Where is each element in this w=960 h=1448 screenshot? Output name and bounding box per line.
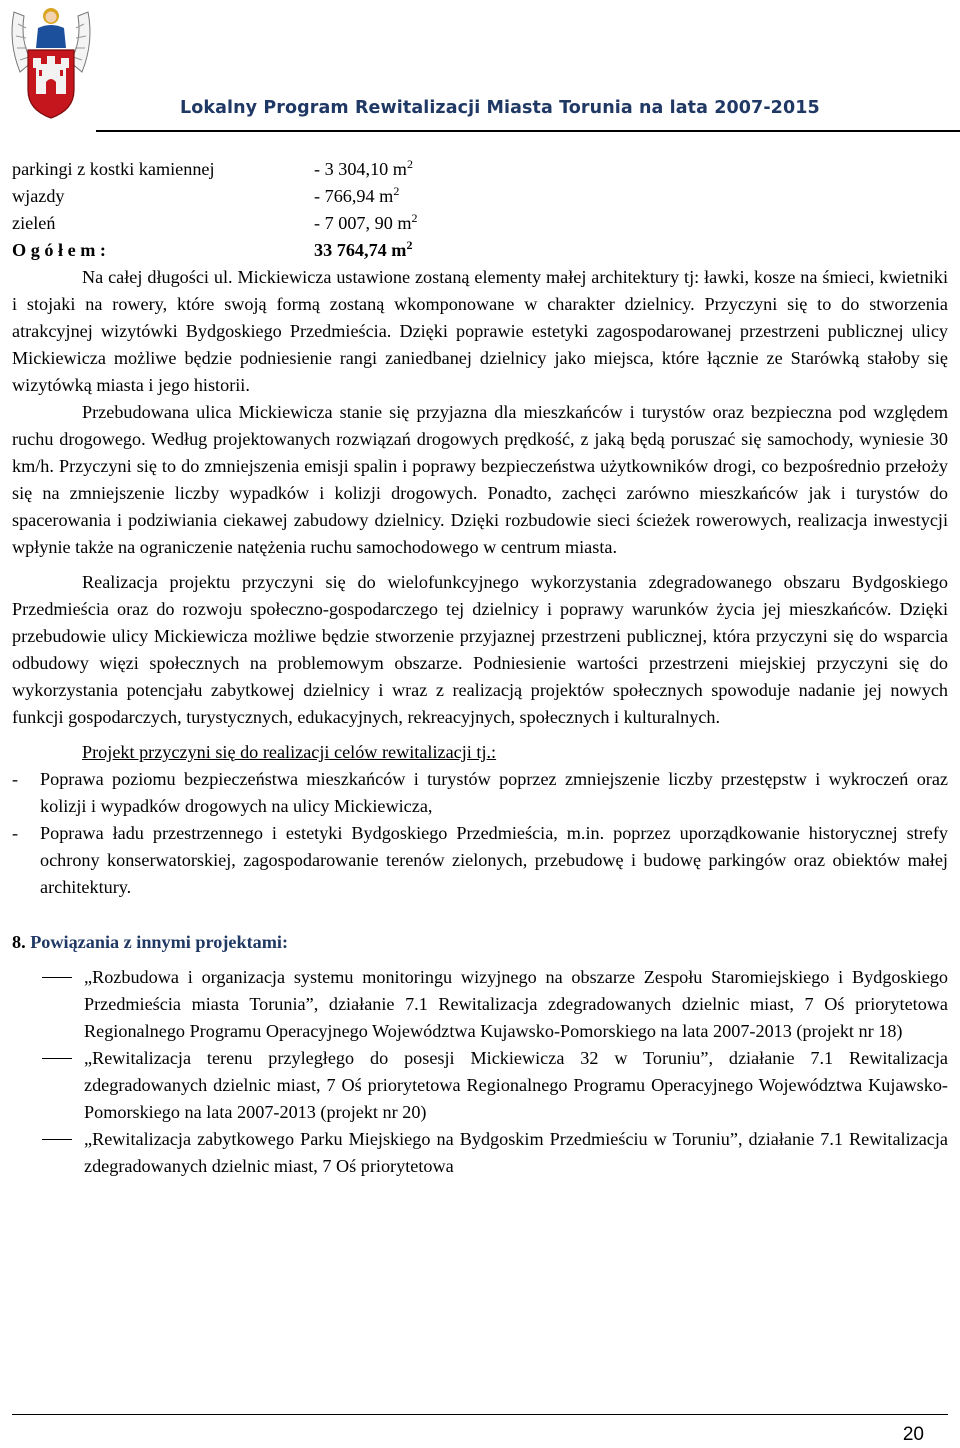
related-project-text: „Rozbudowa i organizacja systemu monitoringu wizyjnego na obszarze Zespołu Staromiejskiego i Bydgoskiego Przedmieścia miasta Torunia”, działanie 7.1 Rewitalizacja zdegradowanych dzielnic miast, 7 Oś priorytetowa Regionalnego Programu Operacyjnego Województwa Kujawsko-Pomorskiego na lata 2007-2013 (projekt nr 18)	[84, 967, 948, 1041]
area-value: - 7 007, 90 $m^2$	[314, 211, 418, 233]
paragraph: Na całej długości ul. Mickiewicza ustawione zostaną elementy małej architektury tj: ławki, kosze na śmieci, kwietniki i stojaki na rowery, które swoją formą zostaną wkomponowane w charakter dzielnicy. Przyczyni się to do stworzenia atrakcyjnej wizytówki Bydgoskiego Przedmieścia. Dzięki poprawie estetyki zagospodarowanej przestrzeni publicznej ulicy Mickiewicza możliwe będzie podniesienie rangi zaniedbanej dzielnicy jako miejsca, które łącznie ze Starówką stałoby się wizytówką miasta i jego historii.	[12, 267, 948, 395]
goal-text: Poprawa poziomu bezpieczeństwa mieszkańców i turystów poprzez zmniejszenie liczby przestępstw i wykroczeń oraz kolizji i wypadków drogowych na ulicy Mickiewicza,	[40, 769, 948, 816]
dash-bullet-icon	[12, 1045, 84, 1126]
goal-item	[12, 766, 948, 820]
dash-bullet-icon	[12, 964, 84, 1045]
related-project-text: „Rewitalizacja zabytkowego Parku Miejskiego na Bydgoskim Przedmieściu w Toruniu”, działanie 7.1 Rewitalizacja zdegradowanych dzielnic miast, 7 Oś priorytetowa	[84, 1129, 948, 1176]
related-project-text: „Rewitalizacja terenu przyległego do posesji Mickiewicza 32 w Toruniu”, działanie 7.1 Rewitalizacja zdegradowanych dzielnic miast, 7 Oś priorytetowa Regionalnego Programu Operacyjnego Województwa Kujawsko-Pomorskiego na lata 2007-2013 (projekt nr 20)	[84, 1048, 948, 1122]
page-number: 20	[902, 1424, 924, 1445]
area-value: - 766,94 $m^2$	[314, 184, 400, 206]
area-total-row	[12, 237, 948, 264]
goal-text: Poprawa ładu przestrzennego i estetyki Bydgoskiego Przedmieścia, m.in. poprzez uporządkowanie historycznej strefy ochrony konserwatorskiej, zagospodarowanie terenów zielonych, przebudowę i budowę parkingów oraz obiektów małej architektury.	[40, 823, 948, 897]
area-row	[12, 210, 948, 237]
section-heading	[12, 929, 948, 956]
section-title: Powiązania z innymi projektami:	[30, 932, 289, 952]
related-project-item	[12, 1126, 948, 1180]
area-value: - 3 304,10 $m^2$	[314, 157, 413, 179]
goal-item	[12, 820, 948, 901]
header-title: Lokalny Program Rewitalizacji Miasta Torunia na lata 2007-2015	[180, 98, 820, 118]
footer-divider	[12, 1414, 948, 1415]
goals-heading: Projekt przyczyni się do realizacji celów rewitalizacji tj.:	[82, 742, 497, 762]
area-row	[12, 156, 948, 183]
area-label: zieleń	[12, 213, 56, 233]
related-projects-list	[12, 964, 948, 1180]
header-divider	[96, 130, 960, 132]
goal-marker: -	[12, 769, 19, 789]
related-project-item	[12, 964, 948, 1045]
area-label: wjazdy	[12, 186, 65, 206]
torun-coat-of-arms-icon	[6, 2, 96, 122]
area-label: parkingi z kostki kamiennej	[12, 159, 215, 179]
dash-bullet-icon	[12, 1126, 84, 1180]
area-row	[12, 183, 948, 210]
area-total-value: 33 764,74 $m^2$	[314, 238, 413, 260]
paragraph: Realizacja projektu przyczyni się do wielofunkcyjnego wykorzystania zdegradowanego obszaru Bydgoskiego Przedmieścia oraz do rozwoju społeczno-gospodarczego tej dzielnicy i poprawy warunków życia jej mieszkańców. Dzięki przebudowie ulicy Mickiewicza możliwe będzie stworzenie przyjaznej przestrzeni publicznej, która przyczyni się do wsparcia odbudowy więzi społecznych na problemowym obszarze. Podniesienie wartości przestrzeni miejskiej przyczyni się do wykorzystania potencjału zabytkowej dzielnicy i wraz z realizacją projektów społecznych spowoduje nadanie jej nowych funkcji gospodarczych, turystycznych, edukacyjnych, rekreacyjnych, społecznych i kulturalnych.	[12, 572, 948, 727]
related-project-item	[12, 1045, 948, 1126]
goal-marker: -	[12, 823, 19, 843]
section-number: 8.	[12, 932, 26, 952]
area-table	[12, 156, 948, 264]
area-total-label: O g ó ł e m :	[12, 240, 106, 260]
document-body	[12, 156, 948, 1180]
paragraph: Przebudowana ulica Mickiewicza stanie się przyjazna dla mieszkańców i turystów oraz bezpieczna pod względem ruchu drogowego. Według projektowanych rozwiązań drogowych prędkość, z jaką będą poruszać się samochody, wyniesie 30 km/h. Przyczyni się to do zmniejszenia emisji spalin i poprawy bezpieczeństwa użytkowników drogi, co bezpośrednio przełoży się na zmniejszenie liczby wypadków i kolizji drogowych. Ponadto, zachęci zarówno mieszkańców jak i turystów do spacerowania i podziwiania ciekawej zabudowy dzielnicy. Dzięki rozbudowie sieci ścieżek rowerowych, realizacja inwestycji wpłynie także na ograniczenie natężenia ruchu samochodowego w centrum miasta.	[12, 402, 948, 557]
